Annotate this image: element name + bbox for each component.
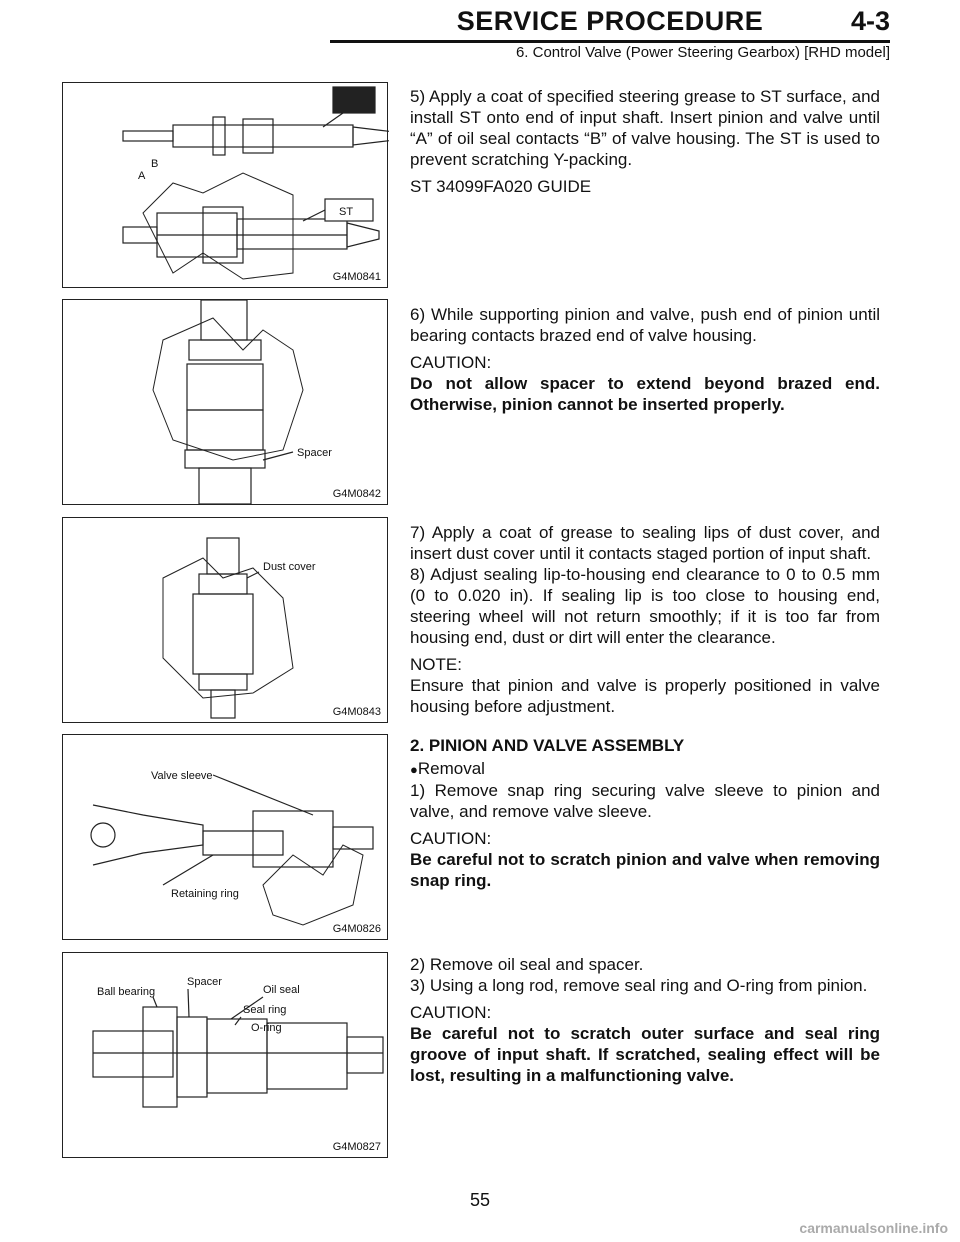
footer-watermark: carmanualsonline.info xyxy=(799,1220,948,1236)
step-7-8-text xyxy=(410,522,880,723)
figure-g4m0827-drawing xyxy=(63,953,389,1159)
label-oil-seal: Oil seal xyxy=(263,984,300,996)
bullet-icon: ● xyxy=(410,762,418,777)
page-subtitle: 6. Control Valve (Power Steering Gearbox) [RHD model] xyxy=(515,44,890,61)
figure-g4m0841-drawing xyxy=(63,83,389,289)
label-a: A xyxy=(138,170,146,182)
removal-subheading xyxy=(410,758,880,780)
caution-text: Be careful not to scratch outer surface and seal ring groove of input shaft. If scratched, sealing effect will be lost, resulting in a malfunctioning valve. xyxy=(410,1024,880,1085)
note-text: Ensure that pinion and valve is properly positioned in valve housing before adjustment. xyxy=(410,676,880,716)
header-rule xyxy=(330,40,890,43)
step-7-paragraph: 7) Apply a coat of grease to sealing lips of dust cover, and insert dust cover until it contacts staged portion of input shaft. xyxy=(410,523,880,563)
figure-code: G4M0843 xyxy=(332,706,381,718)
figure-g4m0842 xyxy=(62,299,388,505)
figure-g4m0843 xyxy=(62,517,388,723)
step-2-paragraph: 2) Remove oil seal and spacer. xyxy=(410,955,644,974)
step-1-paragraph: 1) Remove snap ring securing valve sleeve to pinion and valve, and remove valve sleeve. xyxy=(410,781,880,821)
section-number: 4-3 xyxy=(850,6,890,36)
caution-label: CAUTION: xyxy=(410,829,492,848)
figure-g4m0843-drawing xyxy=(63,518,389,724)
label-b: B xyxy=(151,158,159,170)
step-5-text xyxy=(410,86,880,203)
figure-g4m0826 xyxy=(62,734,388,940)
figure-g4m0842-drawing xyxy=(63,300,389,506)
step-6-paragraph: 6) While supporting pinion and valve, push end of pinion until bearing contacts brazed end of valve housing. xyxy=(410,305,880,345)
step-2-3-text xyxy=(410,954,880,1092)
label-o-ring: O-ring xyxy=(251,1022,282,1034)
figure-g4m0826-drawing xyxy=(63,735,389,941)
step-5-paragraph: 5) Apply a coat of specified steering grease to ST surface, and install ST onto end of input shaft. Insert pinion and valve until “A” of oil seal contacts “B” of valve housing. The ST is used to prevent scratching Y-packing. xyxy=(410,87,880,169)
figure-code: G4M0842 xyxy=(332,488,381,500)
label-seal-ring: Seal ring xyxy=(243,1004,287,1016)
special-tool-line: ST 34099FA020 GUIDE xyxy=(410,177,592,196)
caution-text: Do not allow spacer to extend beyond brazed end. Otherwise, pinion cannot be inserted properly. xyxy=(410,374,880,414)
step-8-paragraph: 8) Adjust sealing lip-to-housing end clearance to 0 to 0.5 mm (0 to 0.020 in). If sealing lip is too close to housing end, steering wheel will not return smoothly; if it is too far from housing end, dust or dirt will enter the clearance. xyxy=(410,565,880,647)
label-valve-sleeve: Valve sleeve xyxy=(151,770,213,782)
section-heading: 2. PINION AND VALVE ASSEMBLY xyxy=(410,736,685,755)
label-spacer: Spacer xyxy=(297,447,332,459)
note-label: NOTE: xyxy=(410,655,462,674)
figure-code: G4M0826 xyxy=(332,923,381,935)
figure-code: G4M0841 xyxy=(332,271,381,283)
page-title: SERVICE PROCEDURE xyxy=(456,6,764,36)
figure-code: G4M0827 xyxy=(332,1141,381,1153)
caution-label: CAUTION: xyxy=(410,1003,492,1022)
label-retaining-ring: Retaining ring xyxy=(171,888,239,900)
label-spacer: Spacer xyxy=(187,976,222,988)
page-number: 55 xyxy=(469,1190,491,1210)
step-3-paragraph: 3) Using a long rod, remove seal ring and O-ring from pinion. xyxy=(410,976,868,995)
step-6-text xyxy=(410,304,880,421)
figure-g4m0827 xyxy=(62,952,388,1158)
label-dust-cover: Dust cover xyxy=(263,561,316,573)
removal-label: Removal xyxy=(417,759,485,778)
figure-g4m0841 xyxy=(62,82,388,288)
label-st: ST xyxy=(339,206,354,218)
label-ball-bearing: Ball bearing xyxy=(97,986,156,998)
caution-text: Be careful not to scratch pinion and valve when removing snap ring. xyxy=(410,850,880,890)
pinion-valve-removal-text xyxy=(410,735,880,897)
caution-label: CAUTION: xyxy=(410,353,492,372)
